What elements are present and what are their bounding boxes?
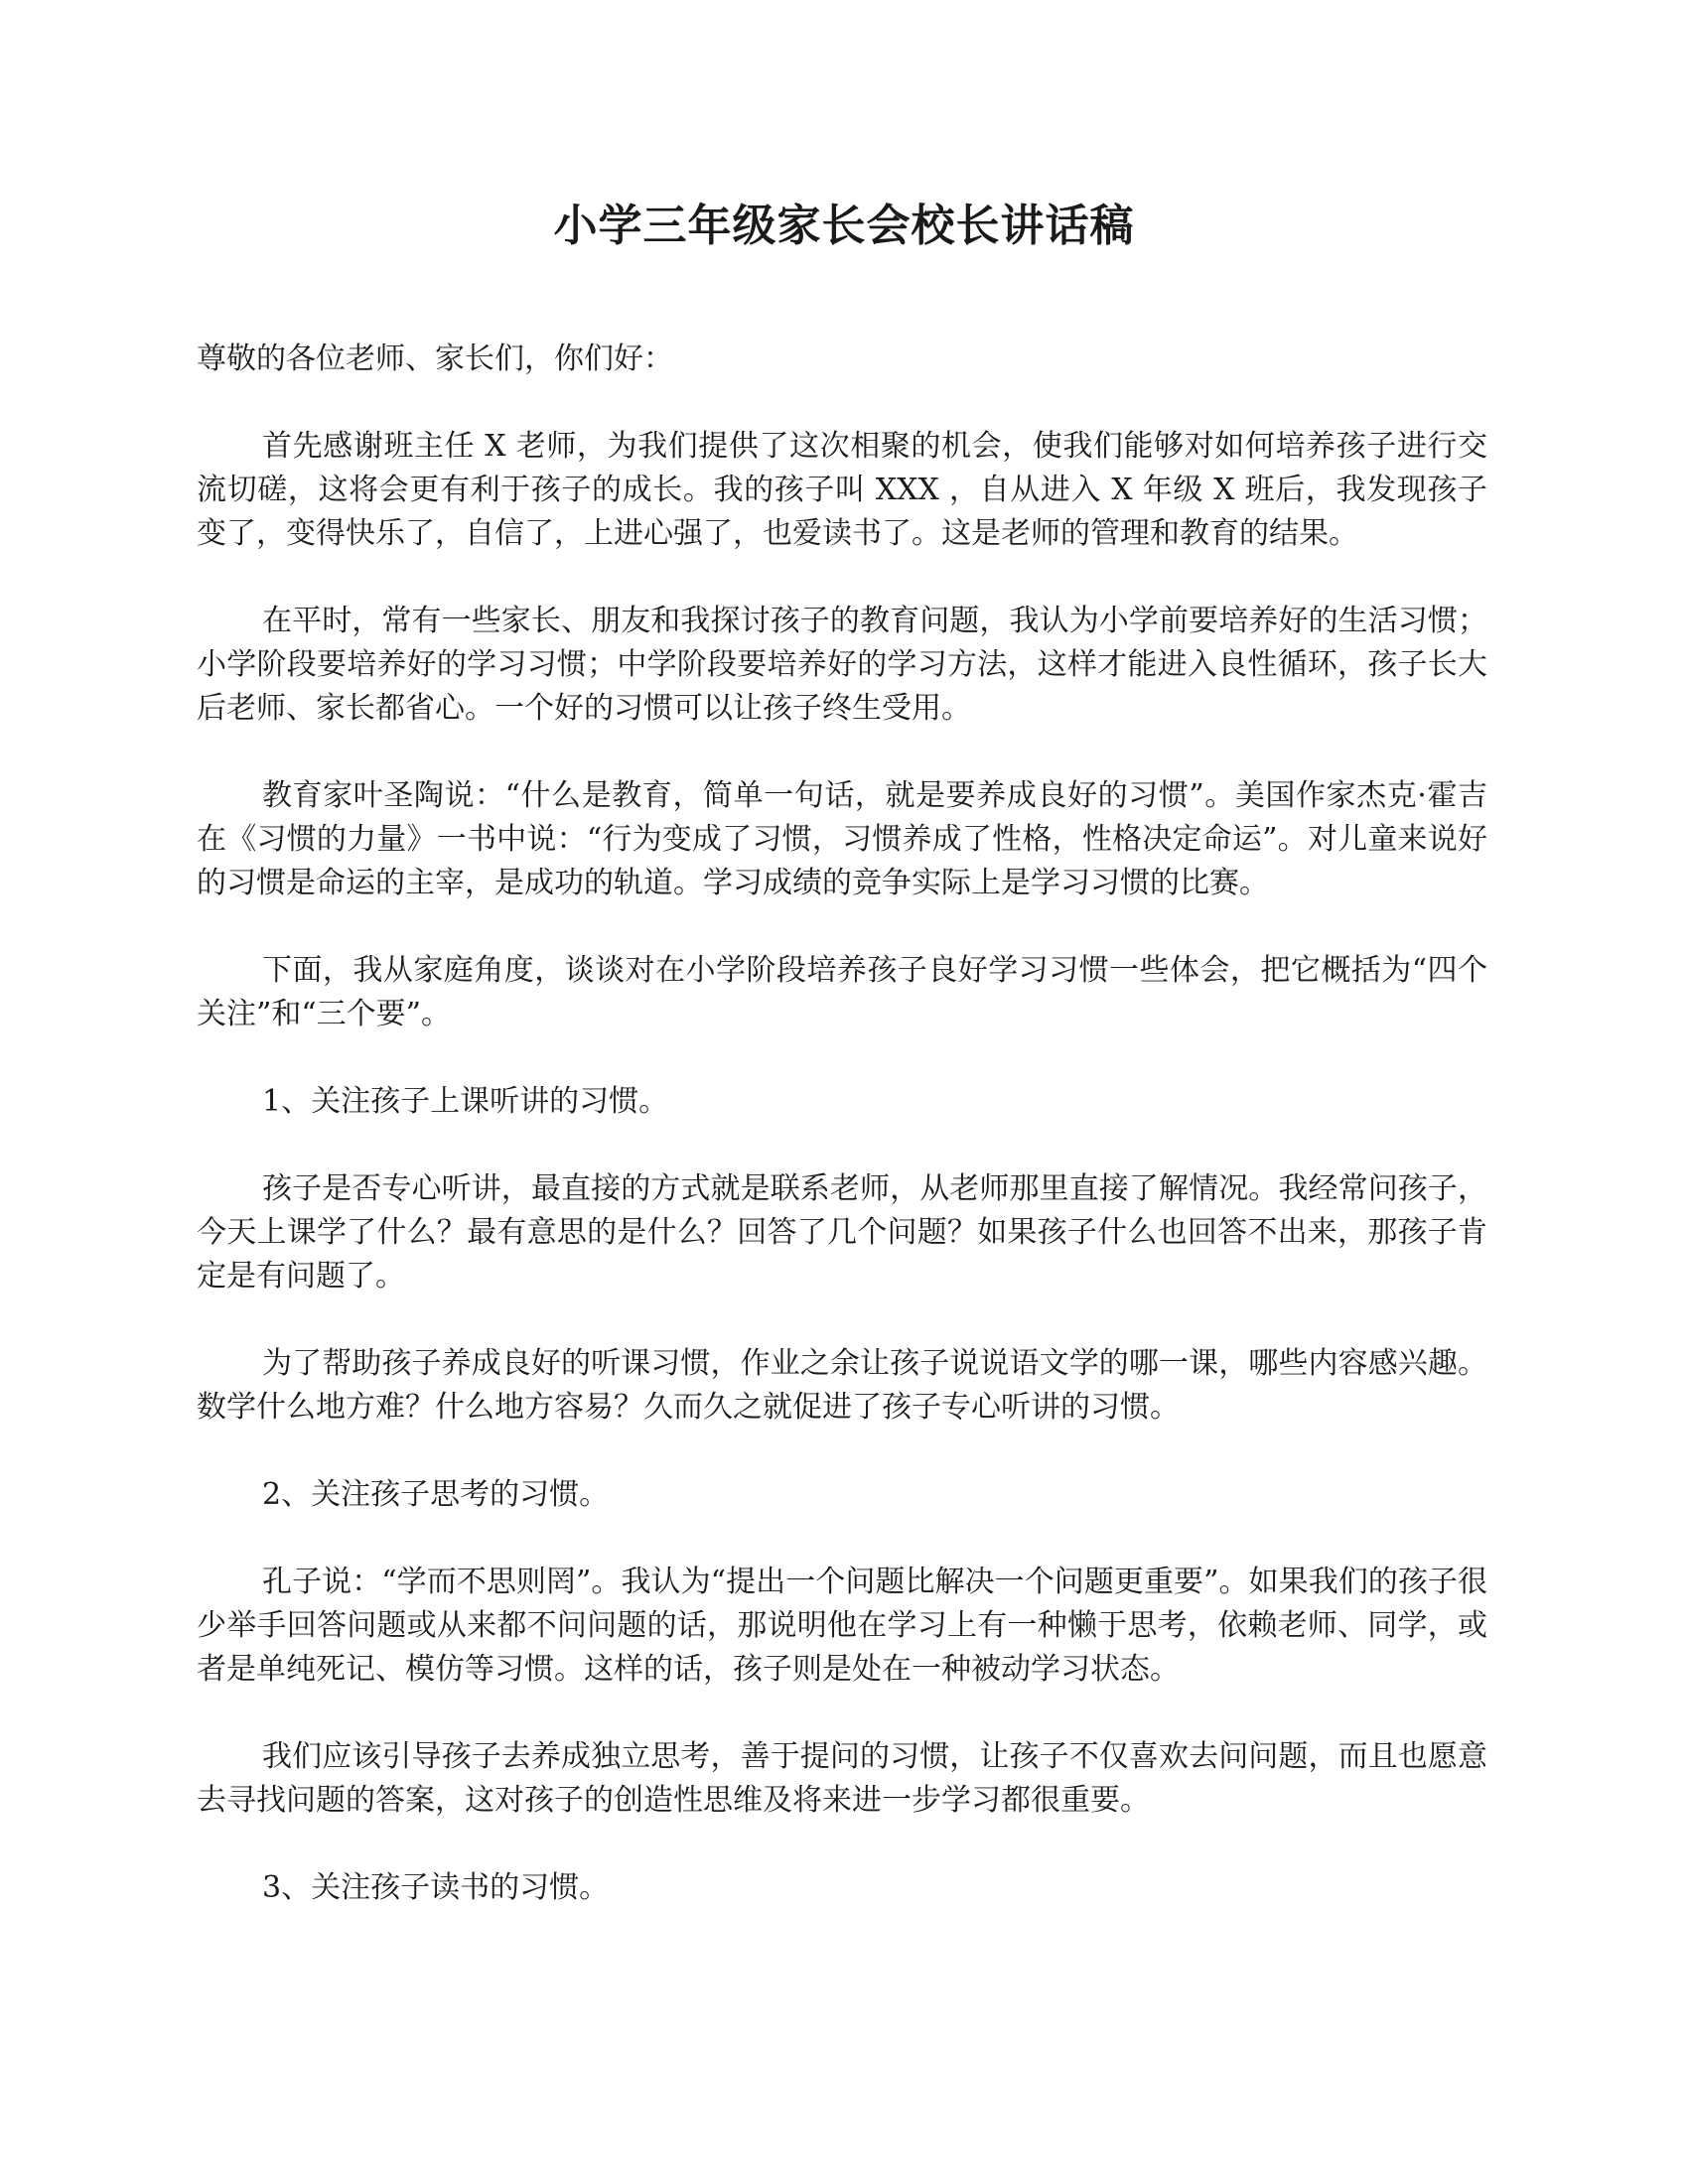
paragraph: 孩子是否专心听讲，最直接的方式就是联系老师，从老师那里直接了解情况。我经常问孩子，今天上课学了什么？最有意思的是什么？回答了几个问题？如果孩子什么也回答不出来，那孩子肯定是有问题了。 — [197, 1171, 1487, 1294]
paragraph: 首先感谢班主任 X 老师，为我们提供了这次相聚的机会，使我们能够对如何培养孩子进行交流切磋，这将会更有利于孩子的成长。我的孩子叫 XXX ，自从进入 X 年级 X 班后，我发现孩子变了，变得快乐了，自信了，上进心强了，也爱读书了。这是老师的管理和教育的结果。 — [197, 429, 1487, 551]
section-heading: 1、关注孩子上课听讲的习惯。 — [262, 1084, 669, 1119]
paragraph: 下面，我从家庭角度，谈谈对在小学阶段培养孩子良好学习习惯一些体会，把它概括为“四个关注”和“三个要”。 — [197, 953, 1487, 1031]
paragraph: 我们应该引导孩子去养成独立思考，善于提问的习惯，让孩子不仅喜欢去问问题，而且也愿意去寻找问题的答案，这对孩子的创造性思维及将来进一步学习都很重要。 — [197, 1739, 1487, 1818]
greeting: 尊敬的各位老师、家长们，你们好： — [197, 341, 673, 376]
section-heading: 2、关注孩子思考的习惯。 — [262, 1477, 610, 1512]
section-heading: 3、关注孩子读书的习惯。 — [262, 1870, 610, 1905]
document-body — [197, 338, 1487, 1954]
document-title: 小学三年级家长会校长讲话稿 — [553, 201, 1135, 251]
paragraph: 为了帮助孩子养成良好的听课习惯，作业之余让孩子说说语文学的哪一课，哪些内容感兴趣。数学什么地方难？什么地方容易？久而久之就促进了孩子专心听讲的习惯。 — [197, 1346, 1487, 1425]
paragraph: 孔子说：“学而不思则罔”。我认为“提出一个问题比解决一个问题更重要”。如果我们的孩子很少举手回答问题或从来都不问问题的话，那说明他在学习上有一种懒于思考，依赖老师、同学，或者是单纯死记、模仿等习惯。这样的话，孩子则是处在一种被动学习状态。 — [197, 1565, 1487, 1687]
paragraph: 在平时，常有一些家长、朋友和我探讨孩子的教育问题，我认为小学前要培养好的生活习惯；小学阶段要培养好的学习习惯；中学阶段要培养好的学习方法，这样才能进入良性循环，孩子长大后老师、家长都省心。一个好的习惯可以让孩子终生受用。 — [197, 604, 1487, 726]
paragraph: 教育家叶圣陶说：“什么是教育，简单一句话，就是要养成良好的习惯”。美国作家杰克·霍吉在《习惯的力量》一书中说：“行为变成了习惯，习惯养成了性格，性格决定命运”。对儿童来说好的习惯是命运的主宰，是成功的轨道。学习成绩的竞争实际上是学习习惯的比赛。 — [197, 778, 1487, 900]
